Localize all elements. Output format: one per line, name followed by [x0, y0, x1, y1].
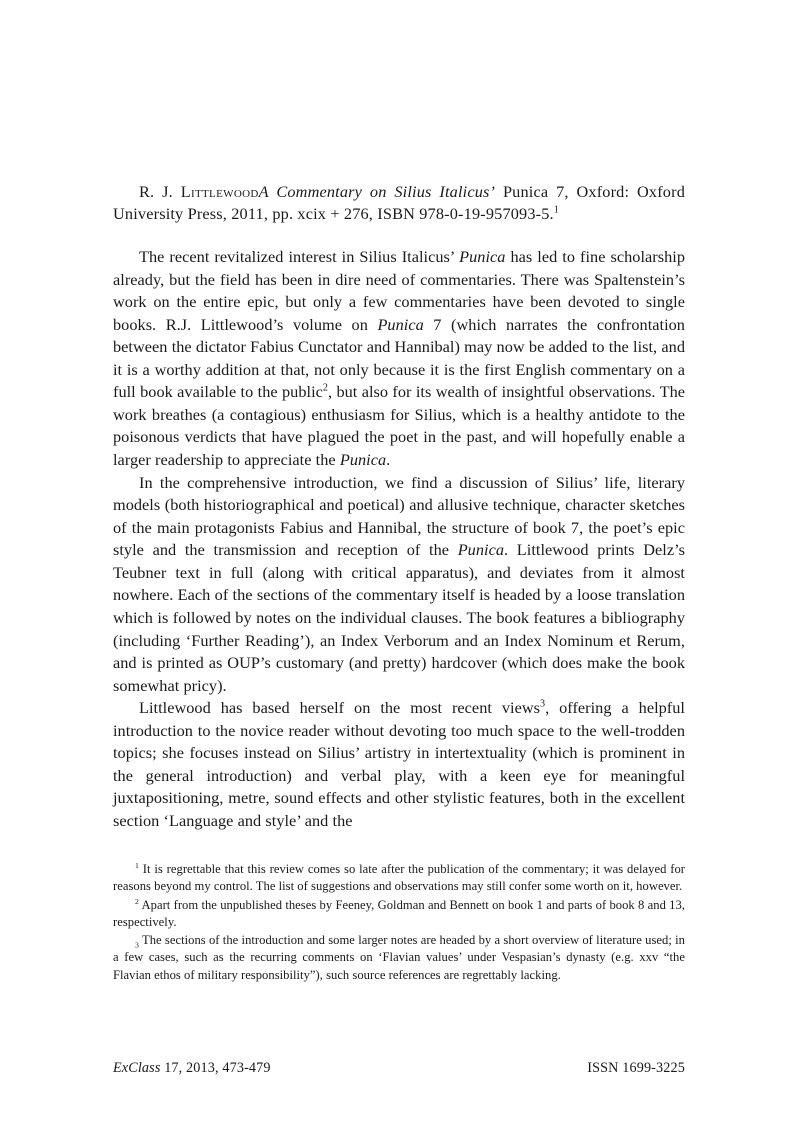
italic-run: Punica	[457, 540, 505, 560]
footnote-marker-2[interactable]: 2	[135, 896, 139, 906]
footer-journal-name: ExClass	[113, 1060, 161, 1076]
text-run: Littlewood has based herself on the most recent views	[139, 698, 540, 718]
text-run: has led to fine scholarship already, but the field has been in dire need of commentaries. There was Spaltenstein’s work on the entire epic, but only a few commentaries have been devoted to single books. R.J. Littlewood’s volume on	[113, 246, 685, 334]
footer-journal-reference	[113, 1060, 271, 1077]
footnote-2	[113, 897, 685, 932]
footer-issue-pages: 17, 2013, 473-479	[160, 1060, 271, 1076]
italic-run: Punica	[459, 246, 506, 266]
footnote-text: Apart from the unpublished theses by Feeney, Goldman and Bennett on book 1 and parts of book 8 and 13, respectively.	[113, 897, 685, 929]
italic-run: Punica	[339, 450, 387, 470]
text-run: The recent revitalized interest in Silius Italicus’	[139, 246, 460, 266]
paragraph-1	[113, 246, 685, 472]
paragraph-2	[113, 472, 685, 698]
text-run: In the comprehensive introduction, we find a discussion of Silius’ life, literary models (both historiographical and poetical) and allusive technique, character sketches of the main protagonists Fabius and Hannibal, the structure of book 7, the poet’s epic style and the transmission and reception of the	[113, 472, 685, 560]
footnote-reference-3[interactable]: 3	[540, 698, 546, 710]
footer-issn: ISSN 1699-3225	[587, 1060, 685, 1076]
footnote-3	[113, 932, 685, 984]
footnote-marker-1[interactable]: 1	[135, 860, 139, 870]
text-run: 7 (which narrates the confrontation between the dictator Fabius Cunctator and Hannibal) may now be added to the list, and it is a worthy addition at that, not only because it is the first English commentary on a full book available to the public	[113, 314, 685, 402]
citation-work: Punica 7	[495, 182, 565, 201]
text-run: . Littlewood prints Delz’s Teubner text in full (along with critical apparatus), and deviates from it almost nowhere. Each of the sections of the commentary itself is headed by a loose translation which is followed by notes on the individual clauses. The book features a bibliography (including ‘Further Reading’), an Index Verborum and an Index Nominum et Rerum, and is printed as OUP’s customary (and pretty) hardcover (which does make the book somewhat pricy).	[113, 540, 685, 695]
footnote-reference-2[interactable]: 2	[322, 382, 328, 394]
footnote-text: The sections of the introduction and some larger notes are headed by a short overview of literature used; in a few cases, such as the recurring comments on ‘Flavian values’ under Vespasian’s dynasty (e.g. xxv “the Flavian ethos of military responsibility”), such source references are regrettably lacking.	[113, 933, 685, 982]
citation-author-initials: R. J.	[139, 182, 181, 201]
footnote-reference-1[interactable]: 1	[553, 205, 559, 217]
running-footer	[113, 1060, 685, 1077]
book-citation-heading	[113, 181, 685, 226]
paragraph-3	[113, 697, 685, 832]
text-run: .	[386, 450, 391, 470]
footnote-1	[113, 861, 685, 896]
text-run: , but also for its wealth of insightful observations. The work breathes (a contagious) enthusiasm for Silius, which is a healthy antidote to the poisonous verdicts that have plagued the poet in the past, and will hopefully enable a larger readership to appreciate the	[113, 382, 686, 470]
citation-title: A Commentary on Silius Italicus’	[258, 182, 496, 201]
citation-publication-details: , Oxford: Oxford University Press, 2011, pp. xcix + 276, ISBN 978-0-19-957093-5.	[113, 182, 686, 224]
text-run: , offering a helpful introduction to the novice reader without devoting too much space to the well-trodden topics; she focuses instead on Silius’ artistry in intertextuality (which is prominent in the general introduction) and verbal play, with a keen eye for meaningful juxtapositioning, metre, sound effects and other stylistic features, both in the excellent section ‘Language and style’ and the	[113, 698, 685, 831]
footnote-text: It is regrettable that this review comes so late after the publication of the commentary; it was delayed for reasons beyond my control. The list of suggestions and observations may still confer some worth on it, however.	[113, 862, 685, 894]
citation-author-surname: Littlewood	[180, 182, 259, 201]
italic-run: Punica	[377, 314, 424, 334]
body-paragraphs	[113, 246, 685, 833]
footnote-marker-3[interactable]: 3	[135, 940, 139, 950]
footnotes-section	[113, 861, 685, 984]
article-content	[113, 181, 685, 833]
